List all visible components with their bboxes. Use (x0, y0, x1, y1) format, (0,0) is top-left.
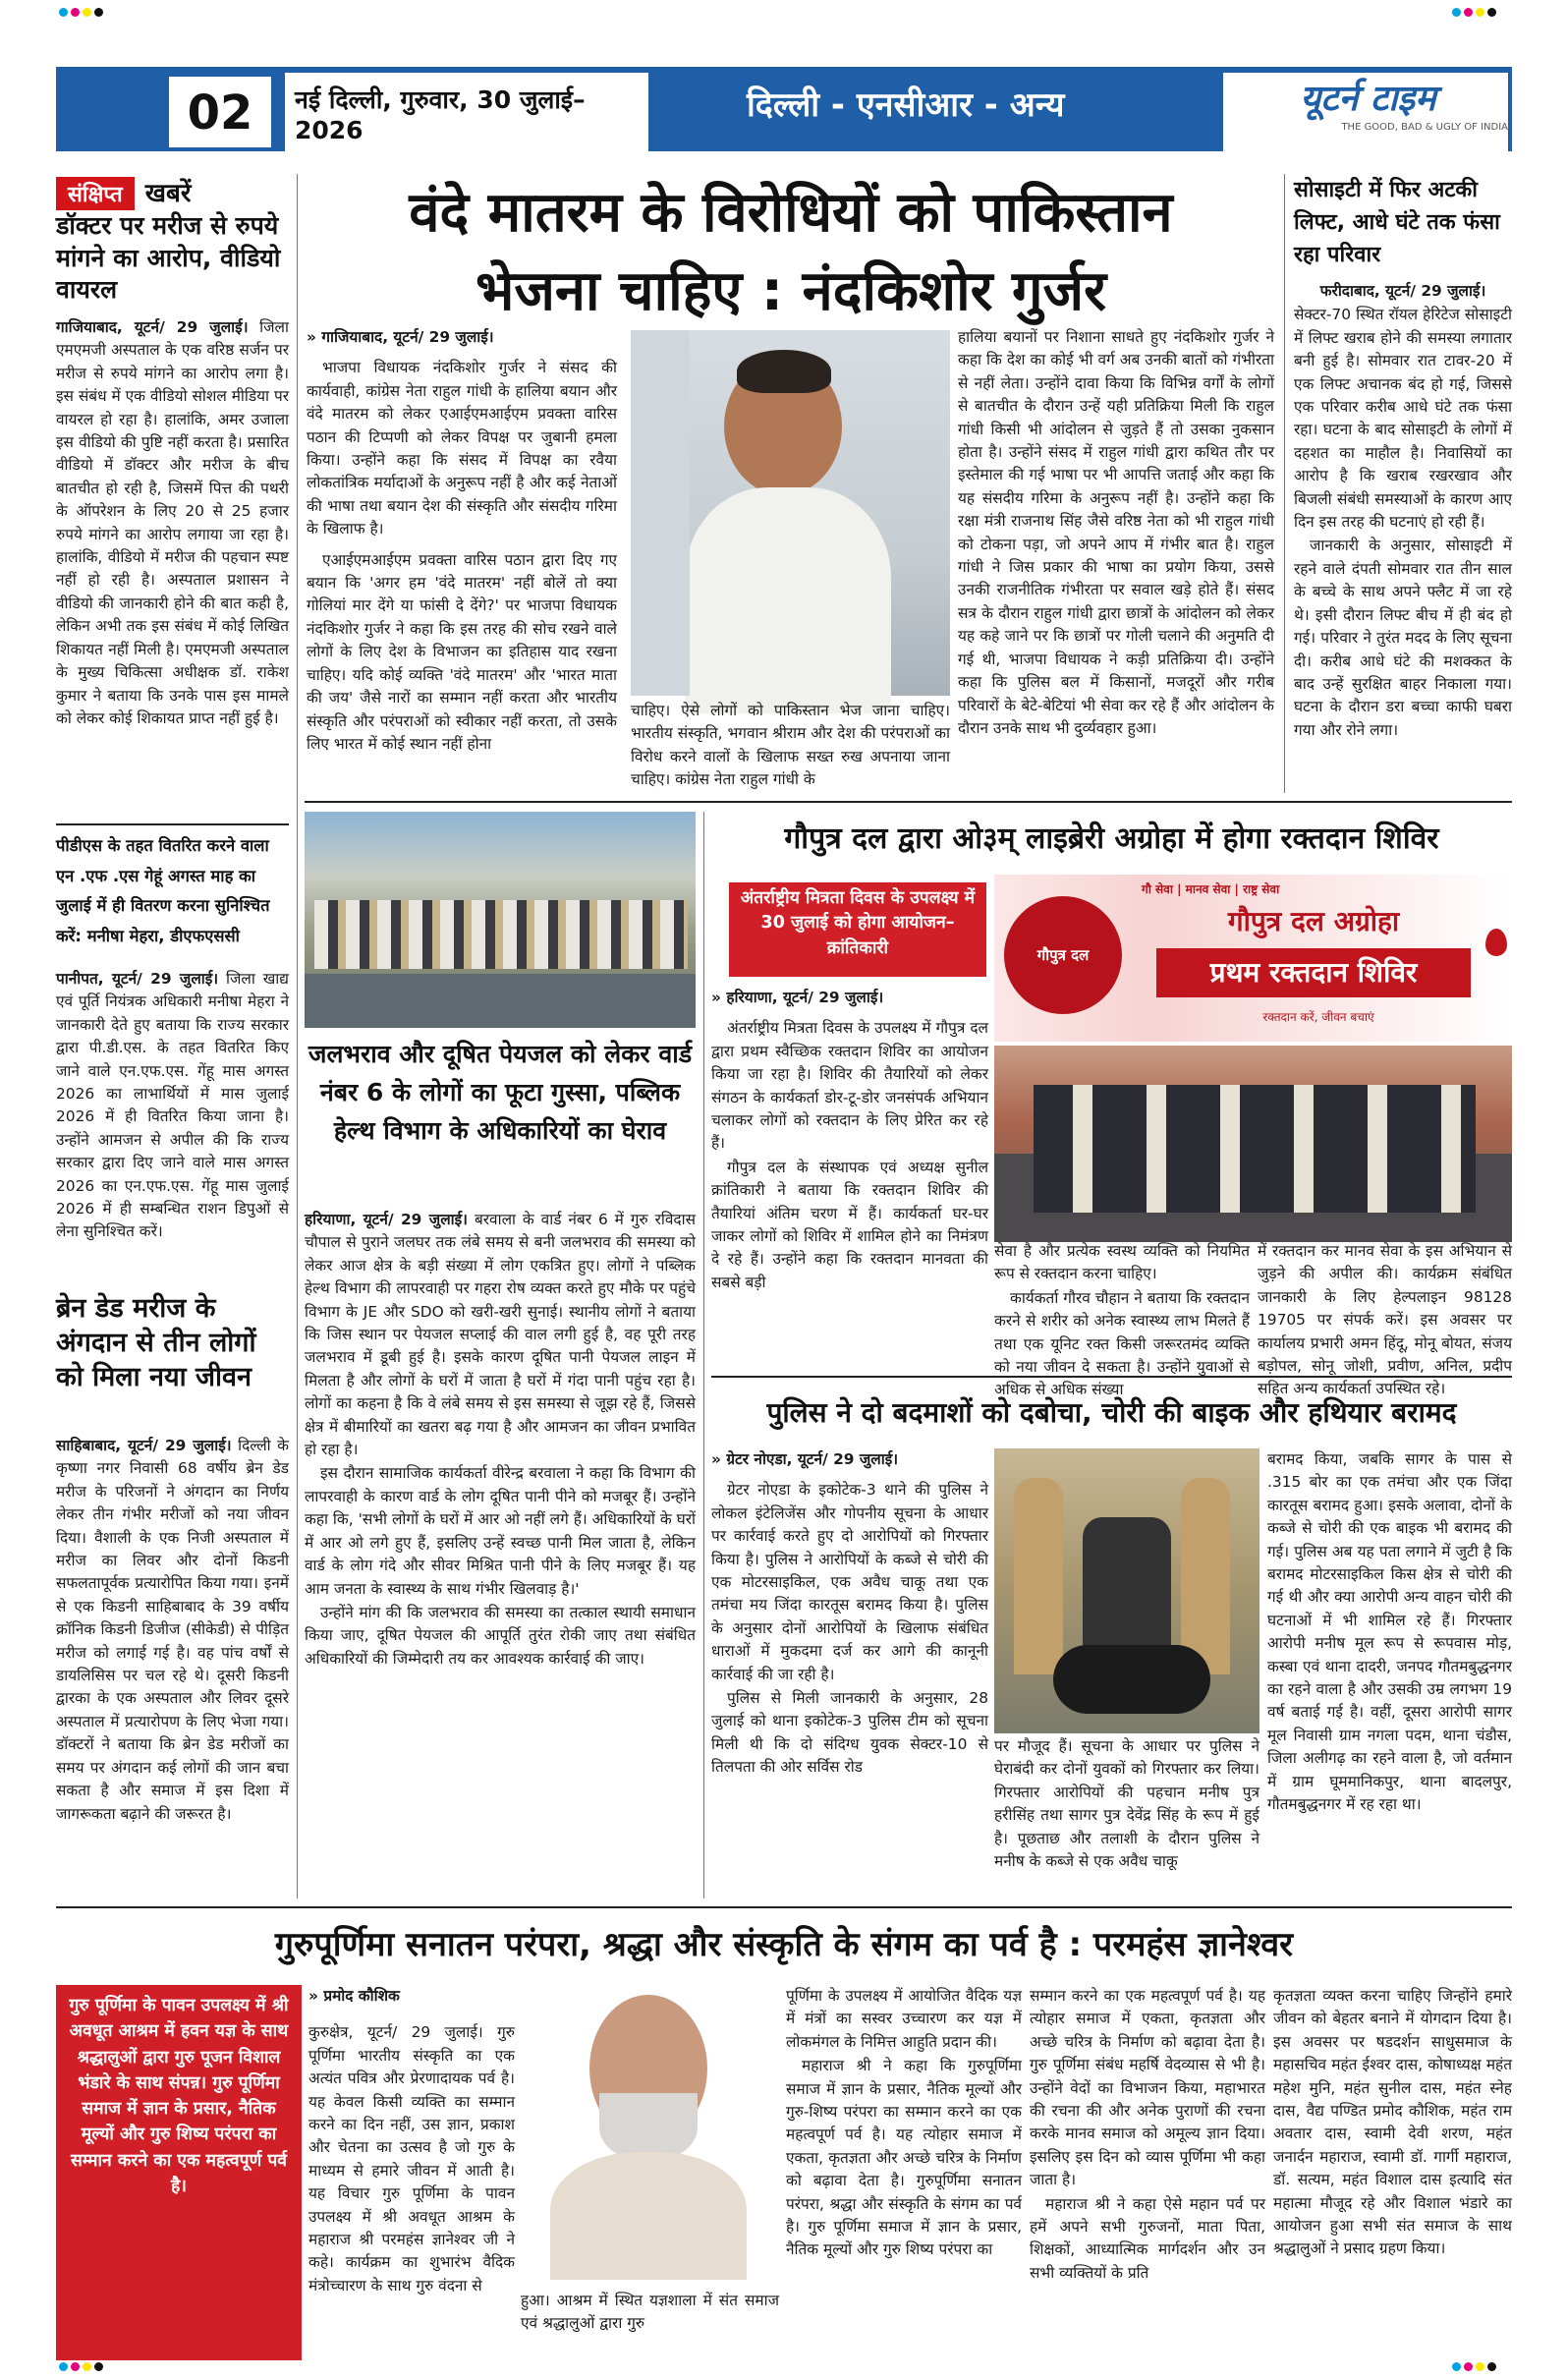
police-col1-para2: पुलिस से मिली जानकारी के अनुसार, 28 जुलाई को थाना इकोटेक-3 पुलिस टीम को सूचना मिली थी कि दो संदिग्ध युवक सेक्टर-10 से तिलपता की ओर सर्विस रोड (711, 1689, 988, 1777)
blood-drive-callout: अंतर्राष्ट्रीय मित्रता दिवस के उपलक्ष्य में 30 जुलाई को होगा आयोजन–क्रांतिकारी (729, 882, 986, 977)
brief-1-headline: डॉक्टर पर मरीज से रुपये मांगने का आरोप, वीडियो वायरल (56, 211, 281, 304)
lead-col1-para1: भाजपा विधायक नंदकिशोर गुर्जर ने संसद की कार्यवाही, कांग्रेस नेता राहुल गांधी के हालिया बयान और वंदे मातरम को लेकर एआईएमआईएम प्रवक्ता वारिस पठान की टिप्पणी को लेकर विपक्ष पर जुबानी हमला किया। उन्होंने कहा कि संसद में विपक्ष का रवैया लोकतांत्रिक मर्यादाओं के अनुरूप नहीं है और कई नेताओं की भाषा तथा बयान देश की संस्कृति और संसदीय गरिमा के खिलाफ है। (307, 359, 617, 538)
police-column-2 (994, 1735, 1259, 1898)
police-column-1: » ग्रेटर नोएडा, यूटर्न/ 29 जुलाई। ग्रेटर नोएडा के इकोटेक-3 थाने की पुलिस ने लोकल इंटेलिजेंस और गोपनीय सूचना के आधार पर कार्रवाई करते हुए दो आरोपियों को गिरफ्तार किया है। पुलिस ने आरोपियों के कब्जे से चोरी की एक मोटरसाइकिल, एक अवैध चाकू तथा एक तमंचा मय जिंदा कारतूस बरामद किया है। पुलिस के अनुसार दोनों आरोपियों के खिलाफ संबंधित धाराओं में मुकदमा दर्ज कर आगे की कानूनी कार्रवाई की जा रही है। पुलिस से मिली जानकारी के अनुसार, 28 जुलाई को थाना इकोटेक-3 पुलिस टीम को सूचना मिली थी कि दो संदिग्ध युवक सेक्टर-10 से तिलपता की ओर सर्विस रोड (711, 1448, 988, 1898)
brief-3-dateline: साहिबाबाद, यूटर्न/ 29 जुलाई। (56, 1437, 232, 1454)
lead-column-1: » गाजियाबाद, यूटर्न/ 29 जुलाई। भाजपा विधायक नंदकिशोर गुर्जर ने संसद की कार्यवाही, कांग्रेस नेता राहुल गांधी के हालिया बयान और वंदे मातरम को लेकर एआईएमआईएम प्रवक्ता वारिस पठान की टिप्पणी को लेकर विपक्ष पर जुबानी हमला किया। उन्होंने कहा कि संसद में विपक्ष का रवैया लोकतांत्रिक मर्यादाओं के अनुरूप नहीं है और कई नेताओं की भाषा तथा बयान देश की संस्कृति और संसदीय गरिमा के खिलाफ है। एआईएमआईएम प्रवक्ता वारिस पठान द्वारा दिए गए बयान कि 'अगर हम 'वंदे मातरम' नहीं बोलें तो क्या गोलियां मार देंगे या फांसी दे देंगे?' पर भाजपा विधायक नंदकिशोर गुर्जर ने कहा कि इस तरह की सोच रखने वाले लोगों के लिए देश के विभाजन का इतिहास याद रखना चाहिए। यदि कोई व्यक्ति 'वंदे मातरम' और 'भारत माता की जय' जैसे नारों का सम्मान नहीं करता और भारतीय संस्कृति और परंपराओं को स्वीकार नहीं करता, तो उसके लिए भारत में कोई स्थान नहीं होना (307, 326, 617, 788)
blood-drive-banner (994, 875, 1512, 1042)
guru-col1-para: गुरु पूर्णिमा भारतीय संस्कृति का एक अत्यंत पवित्र और प्रेरणादायक पर्व है। यह केवल किसी व्यक्ति का सम्मान करने का दिन नहीं, उस ज्ञान, प्रकाश और चेतना का उत्सव है जो गुरु के माध्यम से हमारे जीवन में आती है। यह विचार गुरु पूर्णिमा के पावन उपलक्ष्य में श्री अवधूत आश्रम के महाराज श्री परमहंस ज्ञानेश्वर जी ने कहे। कार्यक्रम का शुभारंभ वैदिक मंत्रोच्चारण के साथ गुरु वंदना से (308, 2023, 515, 2295)
section-divider-1 (305, 801, 1512, 803)
guru-column-1: » प्रमोद कौशिक कुरुक्षेत्र, यूटर्न/ 29 जुलाई। गुरु पूर्णिमा भारतीय संस्कृति का एक अत्यंत पवित्र और प्रेरणादायक पर्व है। यह केवल किसी व्यक्ति का सम्मान करने का दिन नहीं, उस ज्ञान, प्रकाश और चेतना का उत्सव है जो गुरु के माध्यम से हमारे जीवन में आती है। यह विचार गुरु पूर्णिमा के पावन उपलक्ष्य में श्री अवधूत आश्रम के महाराज श्री परमहंस ज्ञानेश्वर जी ने कहे। कार्यक्रम का शुभारंभ वैदिक मंत्रोच्चारण के साथ गुरु वंदना से (308, 1987, 515, 2295)
middle-column-rule (703, 812, 704, 1898)
guru-col3-para2: महाराज श्री ने कहा कि गुरुपूर्णिमा समाज में ज्ञान के प्रसार, नैतिक मूल्यों और गुरु-शिष्य परंपरा का सम्मान करने का एक महत्वपूर्ण पर्व है। यह त्योहार समाज में एकता, कृतज्ञता और अच्छे चरित्र के निर्माण को बढ़ावा देता है। गुरुपूर्णिमा सनातन परंपरा, श्रद्धा और संस्कृति के संगम का पर्व है। गुरु पूर्णिमा समाज में ज्ञान के प्रसार, नैतिक मूल्यों और गुरु शिष्य परंपरा का (786, 2057, 1022, 2259)
registration-marks-bottom-right (1452, 2362, 1496, 2371)
banner-subtitle: रक्तदान करें, जीवन बचाएं (1262, 1010, 1374, 1024)
brief-tag-label: संक्षिप्त (56, 177, 135, 210)
header-dateline: नई दिल्ली, गुरुवार, 30 जुलाई–2026 (295, 85, 586, 144)
guru-col3-para1: पूर्णिमा के उपलक्ष्य में आयोजित वैदिक यज्ञ में मंत्रों का सस्वर उच्चारण कर यज्ञ में लोकमंगल के निमित्त आहुति प्रदान की। (786, 1987, 1022, 2051)
waterlogging-body: बरवाला के वार्ड नंबर 6 में गुरु रविदास चौपाल से पुराने जलघर तक लंबे समय से बनी जलभराव की समस्या को लेकर आज क्षेत्र के बड़ी संख्या में लोग एकत्रित हुए। लोगों ने पब्लिक हेल्थ विभाग की लापरवाही पर गहरा रोष व्यक्त करते हुए मौके पर पहुंचे विभाग के JE और SDO को खरी-खरी सुनाई। स्थानीय लोगों ने बताया कि जिस स्थान पर पेयजल सप्लाई की वाल लगी हुई है, वह पूरी तरह जलभराव में डूबी हुई है। इसके कारण दूषित पानी पेयजल लाइन में मिलता है और लोगों के घरों में जाता है घरों में गंदा पानी पहुंच रहा है। लोगों का कहना है कि वे लंबे समय से इस समस्या से जूझ रहे हैं, जिससे क्षेत्र में बीमारियों का खतरा बढ़ गया है और आमजन का जीवन प्रभावित हो रहा है। (305, 1211, 696, 1459)
brief-2-headline: पीडीएस के तहत वितरित करने वाला एन .एफ .एस गेहूं अगस्त माह का जुलाई में ही वितरण करना सुनिश्चित करें: मनीषा मेहरा, डीएफएससी (56, 836, 270, 945)
guru-byline: प्रमोद कौशिक (323, 1987, 400, 2005)
guru-photo-paramhans-gyaneshwar (521, 1985, 779, 2280)
brief-2-text (56, 968, 289, 1292)
blood-drive-column-1: » हरियाणा, यूटर्न/ 29 जुलाई। अंतर्राष्ट्रीय मित्रता दिवस के उपलक्ष्य में गौपुत्र दल द्वारा प्रथम स्वैच्छिक रक्तदान शिविर का आयोजन किया जा रहा है। शिविर की तैयारियों को लेकर संगठन के कार्यकर्ता डोर-टू-डोर जनसंपर्क अभियान चलाकर लोगों को रक्तदान के लिए प्रेरित कर रहे हैं। गौपुत्र दल के संस्थापक एवं अध्यक्ष सुनील क्रांतिकारी ने बताया कि रक्तदान शिविर की तैयारियां अंतिम चरण में हैं। कार्यकर्ता घर-घर जाकर लोगों को शिविर में शामिल होने का निमंत्रण दे रहे हैं। उन्होंने कहा कि रक्तदान मानवता की सबसे बड़ी (711, 987, 988, 1448)
waterlogging-dateline: हरियाणा, यूटर्न/ 29 जुलाई। (305, 1211, 469, 1228)
registration-marks-top-right (1452, 8, 1496, 17)
brief-tag (56, 174, 252, 209)
brief-3-body: दिल्ली के कृष्णा नगर निवासी 68 वर्षीय ब्रेन डेड मरीज के परिजनों ने अंगदान का निर्णय लेकर तीन गंभीर मरीजों को नया जीवन दिया। वैशाली के एक निजी अस्पताल में मरीज का लिवर और दोनों किडनी सफलतापूर्वक प्रत्यारोपित किया गया। इनमें से एक किडनी साहिबाबाद के 39 वर्षीय क्रॉनिक किडनी डिजीज (सीकेडी) से पीड़ित मरीज को लगाई गई है। वह पांच वर्षों से डायलिसिस पर चल रहे थे। दूसरी किडनी द्वारका के एक अस्पताल और लिवर दूसरे अस्पताल में प्रत्यारोपण के लिए भेजा गया। डॉक्टरों ने बताया कि ब्रेन डेड मरीजों का समय पर अंगदान कई लोगों की जान बचा सकता है और समाज में इस दिशा में जागरूकता बढ़ाने की जरूरत है। (56, 1437, 289, 1823)
guru-column-4 (1030, 1985, 1265, 2360)
brief-1-body: जिला एमएमजी अस्पताल के एक वरिष्ठ सर्जन पर मरीज से रुपये मांगने का आरोप लगा है। इस संबंध में एक वीडियो सोशल मीडिया पर वायरल हो रहा है। हालांकि, अमर उजाला इस वीडियो की पुष्टि नहीं करता है। प्रसारित वीडियो में डॉक्टर और मरीज के बीच बातचीत हो रही है, जिसमें पित्त की पथरी के ऑपरेशन के लिए 20 से 25 हजार रुपये मांगने का आरोप लगाया जा रहा है। हालांकि, वीडियो में मरीज की पहचान स्पष्ट नहीं हो रही है। अस्पताल प्रशासन ने वीडियो की जानकारी होने की बात कही है, लेकिन अभी तक इस संबंध में कोई लिखित शिकायत नहीं मिली है। एमएमजी अस्पताल के मुख्य चिकित्सा अधीक्षक डॉ. राकेश कुमार ने बताया कि उनके पास इस मामले को लेकर कोई शिकायत प्राप्त नहीं हुई है। (56, 318, 289, 727)
guru-col2-para: हुआ। आश्रम में स्थित यज्ञशाला में संत समाज एवं श्रद्धालुओं द्वारा गुरु (521, 2292, 779, 2333)
brief-3-headline: ब्रेन डेड मरीज के अंगदान से तीन लोगों को मिला नया जीवन (56, 1293, 256, 1393)
waterlogging-text (305, 1209, 696, 1897)
lead-dateline: गाजियाबाद, यूटर्न/ 29 जुलाई। (321, 328, 494, 346)
guru-column-3 (786, 1985, 1022, 2360)
banner-top-text: गौ सेवा | मानव सेवा | राष्ट्र सेवा (1142, 882, 1280, 896)
lead-col1-para2: एआईएमआईएम प्रवक्ता वारिस पठान द्वारा दिए गए बयान कि 'अगर हम 'वंदे मातरम' नहीं बोलें तो क्या गोलियां मार देंगे या फांसी दे देंगे?' पर भाजपा विधायक नंदकिशोर गुर्जर ने कहा कि इस तरह की सोच रखने वाले लोगों के लिए देश के विभाजन का इतिहास याद रखना चाहिए। यदि कोई व्यक्ति 'वंदे मातरम' और 'भारत माता की जय' जैसे नारों का सम्मान नहीं करता और भारतीय संस्कृति और परंपराओं को स्वीकार नहीं करता, तो उसके लिए भारत में कोई स्थान नहीं होना (307, 550, 617, 753)
brief-2-dateline: पानीपत, यूटर्न/ 29 जुलाई। (56, 970, 219, 988)
guru-dateline: कुरुक्षेत्र, यूटर्न/ 29 जुलाई। (308, 2023, 483, 2042)
guru-purnima-callout: गुरु पूर्णिमा के पावन उपलक्ष्य में श्री अवधूत आश्रम में हवन यज्ञ के साथ श्रद्धालुओं द्वारा गुरु पूजन विशाल भंडारे के साथ संपन्न। गुरु पूर्णिमा समाज में ज्ञान के प्रसार, नैतिक मूल्यों और गुरु शिष्य परंपरा का सम्मान करने का एक महत्वपूर्ण पर्व है। (56, 1985, 302, 2360)
guru-col4-para1: सम्मान करने का एक महत्वपूर्ण पर्व है। यह त्योहार समाज में एकता, कृतज्ञता और अच्छे चरित्र के निर्माण को बढ़ावा देता है। गुरु पूर्णिमा संबंध महर्षि वेदव्यास से भी है। उन्होंने वेदों का विभाजन किया, महाभारत की रचना की और अनेक पुराणों की रचना करके मानव समाज को अमूल्य ज्ञान दिया। इसलिए इस दिन को व्यास पूर्णिमा भी कहा जाता है। (1030, 1987, 1265, 2189)
lift-dateline: फरीदाबाद, यूटर्न/ 29 जुलाई। (1319, 282, 1486, 300)
waterlogging-body-2: इस दौरान सामाजिक कार्यकर्ता वीरेन्द्र बरवाला ने कहा कि विभाग की लापरवाही के कारण वार्ड के लोग दूषित पानी पीने को मजबूर हैं। उन्होंने कहा कि, 'सभी लोगों के घरों में आर ओ नहीं लगे हैं। अधिकारियों के घरों में आर ओ लगे हुए हैं, इसलिए उन्हें स्वच्छ पानी मिल जाता है, लेकिन वार्ड के लोग गंदे और सीवर मिश्रित पानी पीने के लिए मजबूर हैं। यह आम जनता के स्वास्थ्य के साथ गंभीर खिलवाड़ है।' (305, 1464, 696, 1598)
lead-col2-para: चाहिए। ऐसे लोगों को पाकिस्तान भेज जाना चाहिए। भारतीय संस्कृति, भगवान श्रीराम और देश की परंपराओं का विरोध करने वालों के खिलाफ सख्त रुख अपनाया जाना चाहिए। कांग्रेस नेता राहुल गांधी के (631, 702, 950, 789)
guru-col4-para2: महाराज श्री ने कहा ऐसे महान पर्व पर हमें अपने सभी गुरुजनों, माता पिता, शिक्षकों, आध्यात्मिक मार्गदर्शन और उन सभी व्यक्तियों के प्रति (1030, 2194, 1265, 2282)
lead-column-2 (631, 700, 950, 788)
blood-drive-volunteers-photo (994, 1046, 1512, 1242)
lift-body-2: जानकारी के अनुसार, सोसाइटी में रहने वाले दंपती सोमवार रात तीन साल के बच्चे के साथ अपने फ्लैट में जा रहे थे। इसी दौरान लिफ्ट बीच में ही बंद हो गई। परिवार ने तुरंत मदद के लिए सूचना दी। करीब आधे घंटे की मशक्कत के बाद उन्हें सुरक्षित बाहर निकाला गया। घटना के दौरान डरा बच्चा काफी घबरा गया और रोने लगा। (1294, 537, 1512, 739)
police-col1-para1: ग्रेटर नोएडा के इकोटेक-3 थाने की पुलिस ने लोकल इंटेलिजेंस और गोपनीय सूचना के आधार पर कार्रवाई करते हुए दो आरोपियों को गिरफ्तार किया है। पुलिस ने आरोपियों के कब्जे से चोरी की एक मोटरसाइकिल, एक अवैध चाकू तथा एक तमंचा मय जिंदा कारतूस बरामद किया है। पुलिस के अनुसार दोनों आरोपियों के खिलाफ संबंधित धाराओं में मुकदमा दर्ज कर आगे की कानूनी कार्रवाई की जा रही है। (711, 1481, 988, 1683)
police-col3-para: बरामद किया, जबकि सागर के पास से .315 बोर का एक तमंचा और एक जिंदा कारतूस बरामद हुआ। इसके अलावा, दोनों के कब्जे से चोरी की एक बाइक भी बरामद की गई। पुलिस अब यह पता लगाने में जुटी है कि बरामद मोटरसाइकिल किस क्षेत्र से चोरी की गई थी और क्या आरोपी अन्य वाहन चोरी की घटनाओं में भी शामिल रहे हैं। गिरफ्तार आरोपी मनीष मूल रूप से रूपवास मोड़, कस्बा एवं थाना दादरी, जनपद गौतमबुद्धनगर का रहने वाला है और उसकी उम्र लगभग 19 वर्ष बताई गई है। वहीं, दूसरा आरोपी सागर मूल निवासी ग्राम नगला पदम, थाना चंडौस, जिला अलीगढ़ का रहने वाला है, जो वर्तमान में ग्राम घूममानिकपुर, थाना बादलपुर, गौतमबुद्धनगर में रह रहा था। (1267, 1450, 1512, 1814)
page-number: 02 (187, 85, 253, 141)
guru-column-5 (1273, 1985, 1512, 2360)
brief-tag-label-2: खबरें (144, 179, 192, 208)
brief-divider-1 (56, 823, 289, 825)
lead-headline-line-1: वंदे मातरम के विरोधियों को पाकिस्तान (409, 181, 1173, 245)
waterlogging-photo (305, 812, 696, 1028)
waterlogging-body-3: उन्होंने मांग की कि जलभराव की समस्या का तत्काल स्थायी समाधान किया जाए, दूषित पेयजल की आपूर्ति तुरंत रोकी जाए तथा संबंधित अधिकारियों की जिम्मेदारी तय कर आवश्यक कार्रवाई की जाए। (305, 1603, 696, 1668)
lead-col3-para: हालिया बयानों पर निशाना साधते हुए नंदकिशोर गुर्जर ने कहा कि देश का कोई भी वर्ग अब उनकी बातों को गंभीरता से नहीं लेता। उन्होंने दावा किया कि विभिन्न वर्गों के लोगों से बातचीत के दौरान उन्हें यही प्रतिक्रिया मिली कि राहुल गांधी किसी भी आंदोलन से जुड़ते हैं तो उसका नुकसान होता है। उन्होंने संसद में राहुल गांधी द्वारा कथित तौर पर इस्तेमाल की गई भाषा पर भी आपत्ति जताई और कहा कि यह संसदीय गरिमा के अनुरूप नहीं है। उन्होंने कहा कि रक्षा मंत्री राजनाथ सिंह जैसे वरिष्ठ नेता को भी राहुल गांधी को टोकना पड़ा, जो अपने आप में गंभीर बात है। राहुल गांधी ने जिस प्रकार की भाषा का प्रयोग किया, उससे उनकी राजनीतिक गंभीरता पर सवाल खड़े होते हैं। संसद सत्र के दौरान राहुल गांधी द्वारा छात्रों के आंदोलन को लेकर यह कहे जाने पर कि छात्रों पर गोली चलाने की अनुमति दी गई थी, भाजपा विधायक ने कड़ी प्रतिक्रिया दी। उन्होंने कहा कि पुलिस बल में किसानों, मजदूरों और गरीब परिवारों के बेटे-बेटियां भी सेवा कर रहे हैं और आंदोलन के दौरान उनके साथ भी दुर्व्यवहार हुआ। (958, 328, 1274, 737)
lift-headline: सोसाइटी में फिर अटकी लिफ्ट, आधे घंटे तक फंसा रहा परिवार (1294, 178, 1500, 267)
brief-2-body: जिला खाद्य एवं पूर्ति नियंत्रक अधिकारी मनीषा मेहरा ने जानकारी देते हुए बताया कि राज्य सरकार द्वारा पी.डी.एस. के तहत वितरित किए जाने वाले एन.एफ.एस. गेंहू मास अगस्त 2026 का लाभार्थियों में मास जुलाई 2026 में ही वितरित किया जाना है। उन्होंने आमजन से अपील की कि राज्य सरकार द्वारा दिए जाने वाले मास अगस्त 2026 का एन.एफ.एस. गेंहू मास जुलाई 2026 में ही सम्बन्धित राशन डिपुओं से लेना सुनिश्चित करें। (56, 970, 289, 1241)
registration-marks-top-left (59, 8, 103, 17)
blood-drive-dateline: हरियाणा, यूटर्न/ 29 जुलाई। (726, 989, 884, 1006)
banner-logo-badge (1004, 896, 1122, 1014)
lift-body: सेक्टर-70 स्थित रॉयल हेरिटेज सोसाइटी में लिफ्ट खराब होने की समस्या लगातार बनी हुई है। सोमवार रात टावर-20 में एक लिफ्ट अचानक बंद हो गई, जिससे एक परिवार करीब आधे घंटे तक फंसा रहा। घटना के बाद सोसाइटी के लोगों में दहशत का माहौल है। निवासियों का आरोप है कि खराब रखरखाव और बिजली संबंधी समस्याओं के कारण आए दिन इस तरह की घटनाएं हो रही हैं। (1294, 306, 1512, 532)
right-column-rule (1284, 174, 1285, 793)
blood-col2-para2: कार्यकर्ता गौरव चौहान ने बताया कि रक्तदान करने से शरीर को अनेक स्वास्थ्य लाभ मिलते हैं तथा एक यूनिट रक्त किसी जरूरतमंद व्यक्ति को नया जीवन दे सकता है। उन्होंने युवाओं से अधिक से अधिक संख्या (994, 1288, 1250, 1399)
police-photo-arrested-accused (994, 1448, 1259, 1733)
blood-col1-para1: अंतर्राष्ट्रीय मित्रता दिवस के उपलक्ष्य में गौपुत्र दल द्वारा प्रथम स्वैच्छिक रक्तदान शिविर का आयोजन किया जा रहा है। शिविर की तैयारियों को लेकर संगठन के कार्यकर्ता डोर-टू-डोर जनसंपर्क अभियान चलाकर लोगों को रक्तदान के लिए प्रेरित कर रहे हैं। (711, 1019, 988, 1153)
police-dateline: ग्रेटर नोएडा, यूटर्न/ 29 जुलाई। (726, 1450, 899, 1468)
police-column-3 (1267, 1448, 1512, 1898)
brief-1-text (56, 316, 289, 808)
section-divider-3 (56, 1906, 1512, 1908)
banner-title-2: प्रथम रक्तदान शिविर (1156, 948, 1471, 997)
lead-photo-nandkishor-gurjar (631, 330, 950, 696)
section-divider-2 (711, 1376, 1512, 1378)
banner-title-1: गौपुत्र दल अग्रोहा (1227, 905, 1400, 937)
guru-col5-para: कृतज्ञता व्यक्त करना चाहिए जिन्होंने हमारे जीवन को बेहतर बनाने में योगदान दिया है। इस अवसर पर षडदर्शन साधुसमाज के महासचिव महंत ईश्वर दास, कोषाध्यक्ष महंत महेश मुनि, महंत सुनील दास, महंत स्नेह दास, वैद्य पण्डित प्रमोद कौशिक, महंत राम अवतार दास, स्वामी देवी शरण, महंत जनार्दन महाराज, स्वामी डॉ. गार्गी महाराज, डॉ. सत्यम, महंत विशाल दास इत्यादि संत महात्मा मौजूद रहे और विशाल भंडारे का आयोजन हुआ सभी संत समाज के साथ श्रद्धालुओं ने प्रसाद ग्रहण किया। (1273, 1987, 1512, 2258)
guru-column-2 (521, 2290, 779, 2360)
blood-drop-icon (1485, 929, 1507, 956)
blood-col3-para: में रक्तदान कर मानव सेवा के इस अभियान से जुड़ने की अपील की। कार्यक्रम संबंधित जानकारी के लिए हेल्पलाइन 98128 19705 पर संपर्क करें। इस अवसर पर कार्यालय प्रभारी अमन हिंदू, मोनू बोयत, संजय बड़ोपल, सोनू जोशी, प्रवीण, अनिल, प्रदीप सहित अन्य कार्यकर्ता उपस्थित रहे। (1258, 1242, 1512, 1398)
blood-col2-para1: सेवा है और प्रत्येक स्वस्थ व्यक्ति को नियमित रूप से रक्तदान करना चाहिए। (994, 1242, 1250, 1283)
blood-drive-headline: गौपुत्र दल द्वारा ओ३म् लाइब्रेरी अग्रोहा में होगा रक्तदान शिविर (784, 822, 1439, 856)
waterlogging-headline: जलभराव और दूषित पेयजल को लेकर वार्ड नंबर 6 के लोगों का फूटा गुस्सा, पब्लिक हेल्थ विभाग के अधिकारियों का घेराव (308, 1040, 693, 1145)
registration-marks-bottom-left (59, 2362, 103, 2371)
banner-logo-text: गौपुत्र दल (1036, 946, 1090, 964)
police-col2-para: पर मौजूद हैं। सूचना के आधार पर पुलिस ने घेराबंदी कर दोनों युवकों को गिरफ्तार कर लिया। गिरफ्तार आरोपियों की पहचान मनीष पुत्र हरीसिंह तथा सागर पुत्र देवेंद्र सिंह के रूप में हुई है। पूछताछ और तलाशी के दौरान पुलिस ने मनीष के कब्जे से एक अवैध चाकू (994, 1737, 1259, 1871)
guru-purnima-headline: गुरुपूर्णिमा सनातन परंपरा, श्रद्धा और संस्कृति के संगम का पर्व है : परमहंस ज्ञानेश्वर (274, 1925, 1294, 1964)
logo-tagline: THE GOOD, BAD & UGLY OF INDIA (1341, 122, 1508, 133)
lead-column-3 (958, 326, 1274, 788)
brief-1-dateline: गाजियाबाद, यूटर्न/ 29 जुलाई। (56, 318, 249, 336)
newspaper-logo: यूटर्न टाइम (1300, 79, 1436, 119)
header-section: दिल्ली - एनसीआर - अन्य (747, 85, 1065, 125)
lead-headline-line-2: भेजना चाहिए : नंदकिशोर गुर्जर (476, 259, 1106, 323)
blood-col1-para2: गौपुत्र दल के संस्थापक एवं अध्यक्ष सुनील क्रांतिकारी ने बताया कि रक्तदान शिविर की तैयारियां अंतिम चरण में हैं। कार्यकर्ता घर-घर जाकर लोगों को शिविर में शामिल होने का निमंत्रण दे रहे हैं। उन्होंने कहा कि रक्तदान मानवता की सबसे बड़ी (711, 1158, 988, 1291)
lift-text (1294, 280, 1512, 791)
brief-3-text (56, 1435, 289, 1898)
police-headline: पुलिस ने दो बदमाशों को दबोचा, चोरी की बाइक और हथियार बरामद (766, 1396, 1457, 1429)
left-column-rule (297, 174, 298, 1898)
